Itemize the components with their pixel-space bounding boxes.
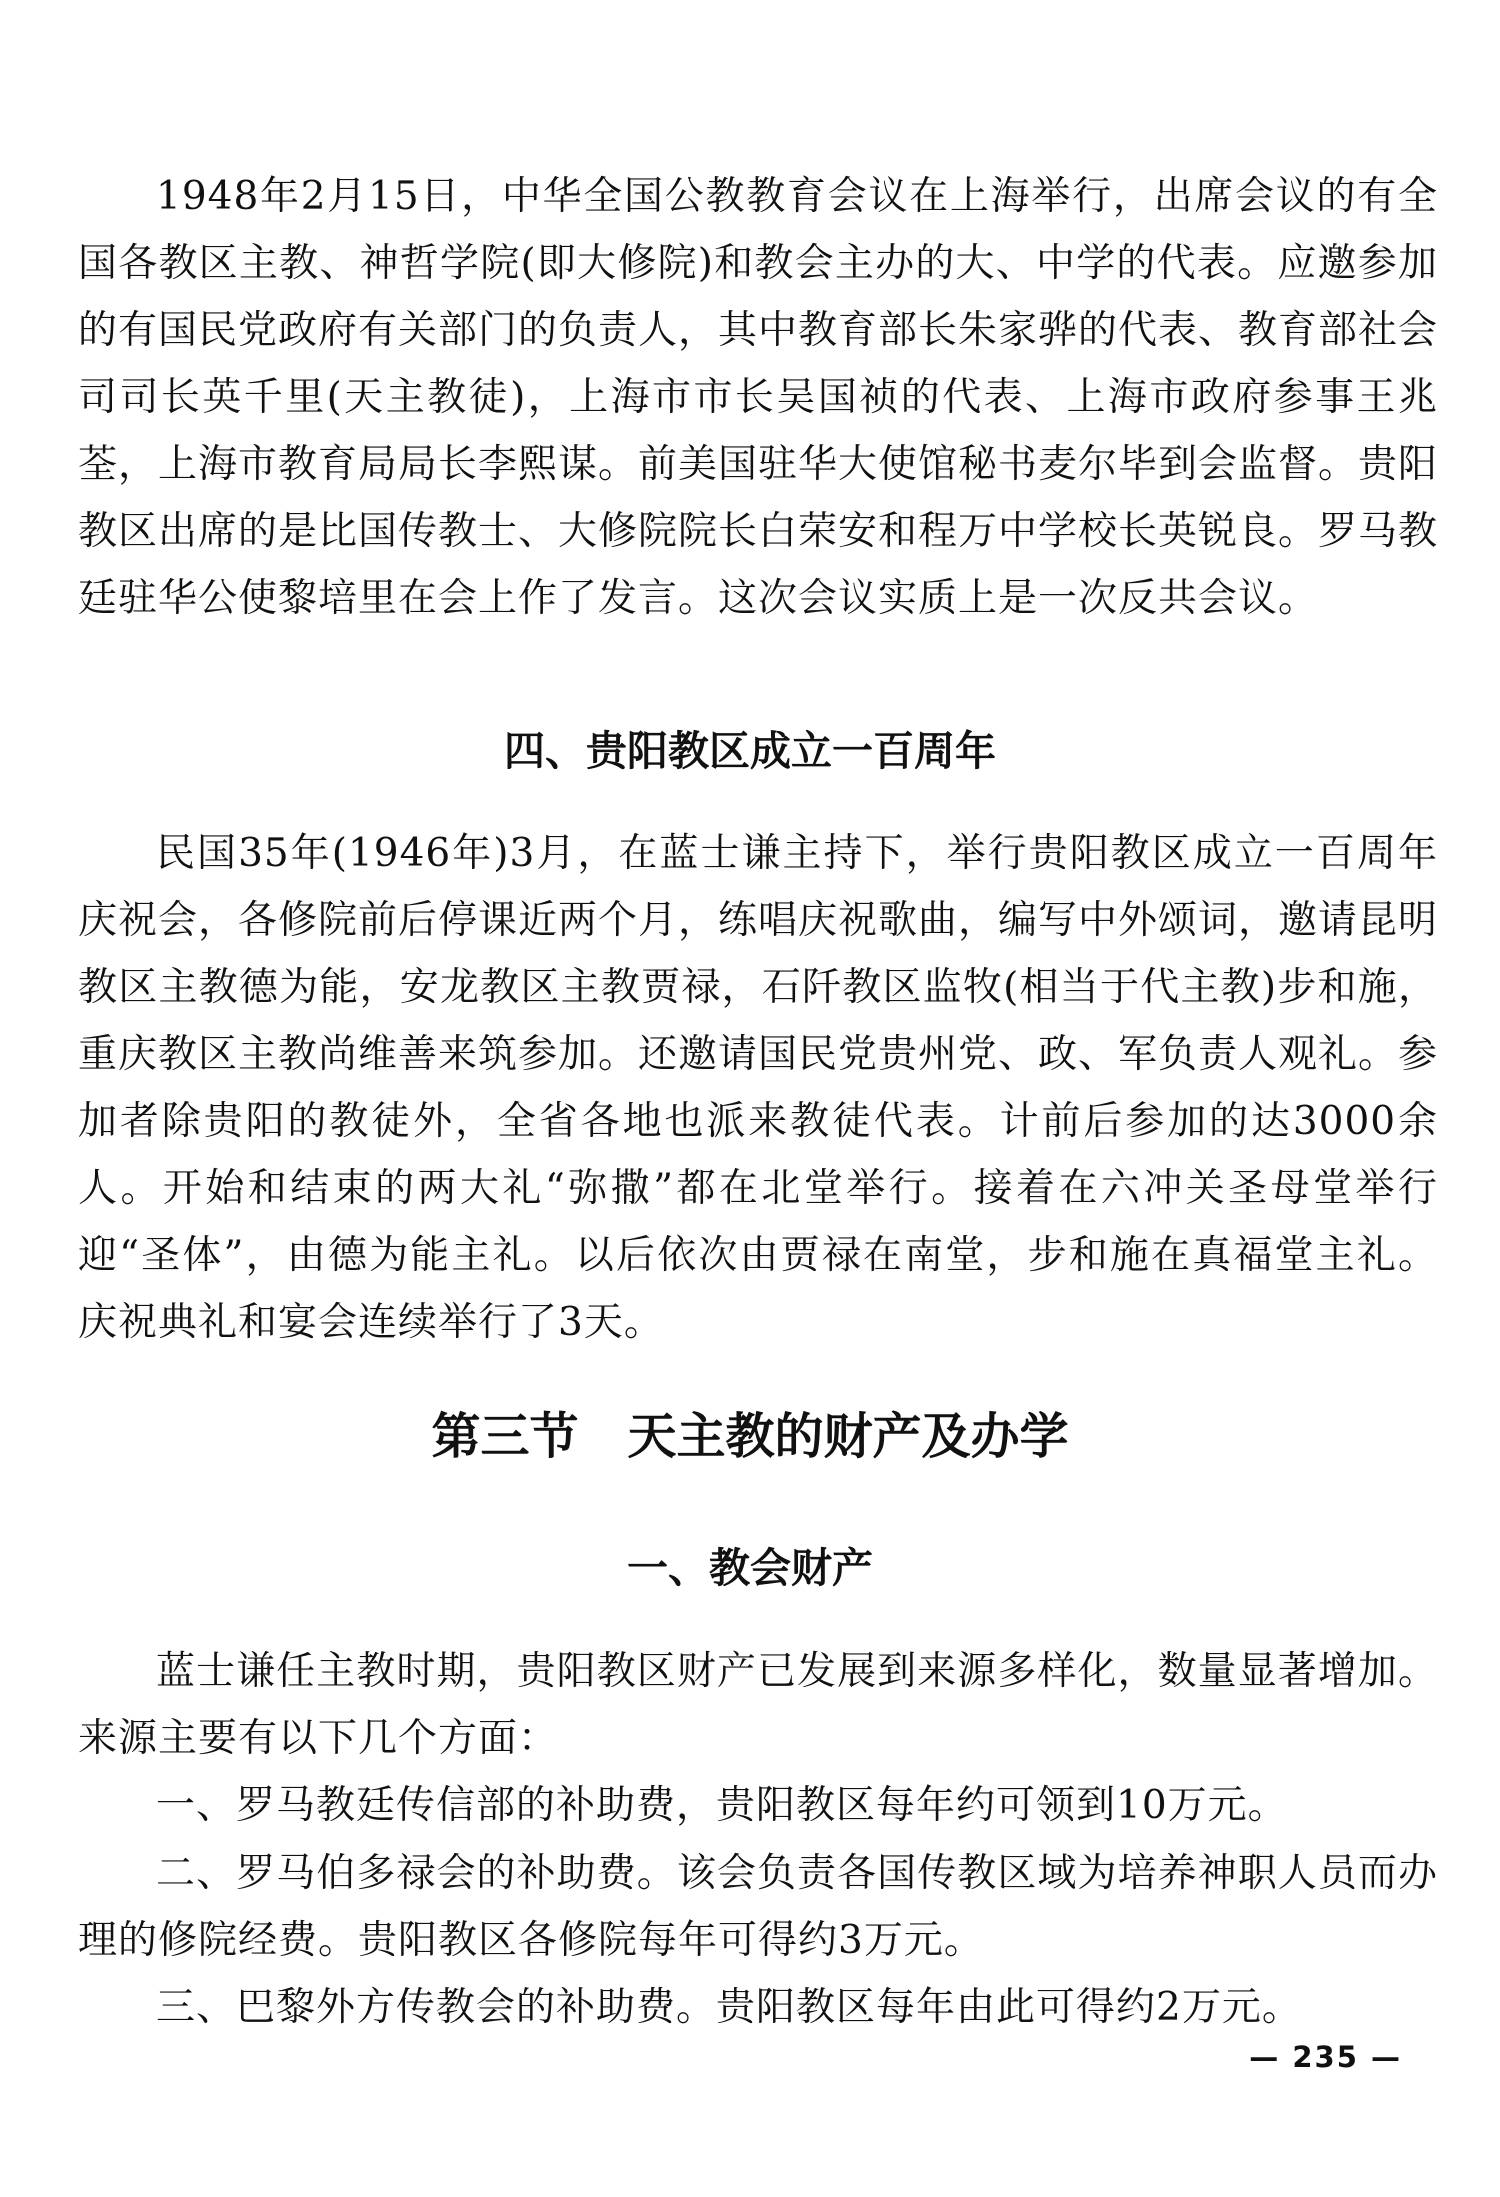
list-item-st-peter-society: 二、罗马伯多禄会的补助费。该会负责各国传教区域为培养神职人员而办理的修院经费。贵阳教区各修院每年可得约3万元。 xyxy=(78,1851,1438,1963)
paragraph-centenary: 民国35年(1946年)3月，在蓝士谦主持下，举行贵阳教区成立一百周年庆祝会，各修院前后停课近两个月，练唱庆祝歌曲，编写中外颂词，邀请昆明教区主教德为能，安龙教区主教贾禄，石阡教区监牧(相当于代主教)步和施，重庆教区主教尚维善来筑参加。还邀请国民党贵州党、政、军负责人观礼。参加者除贵阳的教徒外，全省各地也派来教徒代表。计前后参加的达3000余人。开始和结束的两大礼“弥撒”都在北堂举行。接着在六冲关圣母堂举行迎“圣体”，由德为能主礼。以后依次由贾禄在南堂，步和施在真福堂主礼。庆祝典礼和宴会连续举行了3天。 xyxy=(78,831,1439,1345)
paragraph-property-sources: 蓝士谦任主教时期，贵阳教区财产已发展到来源多样化，数量显著增加。来源主要有以下几个方面： xyxy=(78,1649,1438,1761)
heading-church-property: 一、教会财产 xyxy=(627,1544,873,1592)
heading-centenary: 四、贵阳教区成立一百周年 xyxy=(504,727,996,775)
page-number: — 235 — xyxy=(1249,2040,1402,2074)
list-item-propaganda-fide: 一、罗马教廷传信部的补助费，贵阳教区每年约可领到10万元。 xyxy=(156,1783,1288,1828)
section-title: 第三节 天主教的财产及办学 xyxy=(431,1408,1069,1465)
paragraph-education-conference: 1948年2月15日，中华全国公教教育会议在上海举行，出席会议的有全国各教区主教、神哲学院(即大修院)和教会主办的大、中学的代表。应邀参加的有国民党政府有关部门的负责人，其中教育部长朱家骅的代表、教育部社会司司长英千里(天主教徒)，上海市市长吴国祯的代表、上海市政府参事王兆荃，上海市教育局局长李熙谋。前美国驻华大使馆秘书麦尔毕到会监督。贵阳教区出席的是比国传教士、大修院院长白荣安和程万中学校长英锐良。罗马教廷驻华公使黎培里在会上作了发言。这次会议实质上是一次反共会议。 xyxy=(78,174,1439,621)
list-item-paris-foreign-missions: 三、巴黎外方传教会的补助费。贵阳教区每年由此可得约2万元。 xyxy=(156,1985,1302,2030)
